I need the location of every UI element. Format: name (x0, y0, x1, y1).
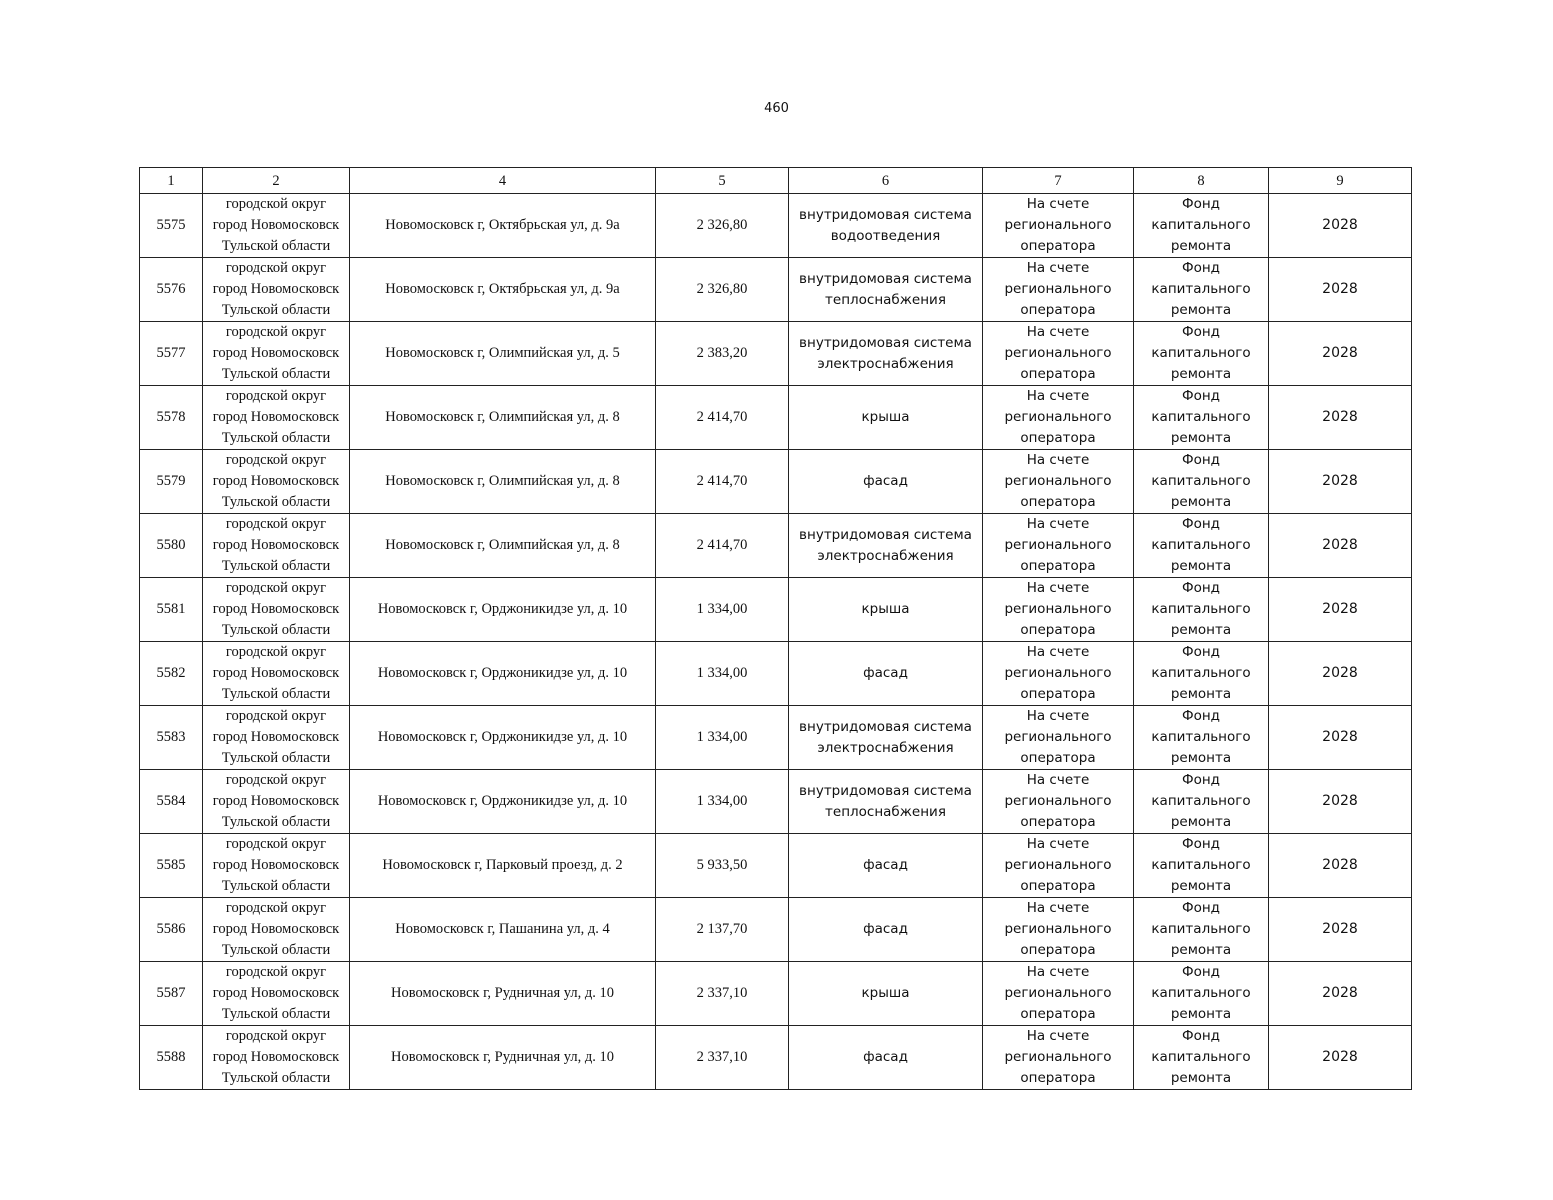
municipality-line: город Новомосковск (212, 729, 340, 745)
funding-source-line: капитального (1151, 665, 1251, 681)
funding-source-cell (1134, 706, 1269, 770)
funding-source-cell (1134, 642, 1269, 706)
account-type-line: оператора (1020, 1070, 1096, 1086)
row-number-cell: 5581 (140, 578, 203, 642)
row-number-cell: 5586 (140, 898, 203, 962)
funding-source-line: Фонд (1181, 324, 1221, 340)
account-type-line: На счете (1026, 452, 1090, 468)
row-number-cell: 5583 (140, 706, 203, 770)
year-cell: 2028 (1269, 450, 1412, 514)
account-type-line: На счете (1026, 1028, 1090, 1044)
funding-source-cell (1134, 1026, 1269, 1090)
account-type-cell (983, 1026, 1134, 1090)
funding-source-line: капитального (1151, 345, 1251, 361)
municipality-line: город Новомосковск (212, 985, 340, 1001)
municipality-line: городской округ (225, 260, 327, 276)
page-number: 460 (764, 101, 789, 116)
account-type-line: оператора (1020, 494, 1096, 510)
account-type-line: регионального (1004, 921, 1112, 937)
account-type-line: оператора (1020, 622, 1096, 638)
year-cell: 2028 (1269, 1026, 1412, 1090)
account-type-line: оператора (1020, 366, 1096, 382)
municipality-line: город Новомосковск (212, 281, 340, 297)
municipality-cell (203, 834, 350, 898)
area-cell: 1 334,00 (656, 770, 789, 834)
municipality-line: городской округ (225, 324, 327, 340)
work-type-cell (789, 962, 983, 1026)
address-cell: Новомосковск г, Рудничная ул, д. 10 (350, 962, 656, 1026)
funding-source-line: ремонта (1170, 622, 1232, 638)
address-cell: Новомосковск г, Октябрьская ул, д. 9а (350, 194, 656, 258)
funding-source-line: ремонта (1170, 558, 1232, 574)
work-type-cell (789, 642, 983, 706)
account-type-line: оператора (1020, 558, 1096, 574)
area-cell: 2 414,70 (656, 386, 789, 450)
municipality-cell (203, 450, 350, 514)
municipality-line: город Новомосковск (212, 857, 340, 873)
account-type-line: На счете (1026, 324, 1090, 340)
account-type-cell (983, 386, 1134, 450)
work-type-cell (789, 258, 983, 322)
account-type-cell (983, 194, 1134, 258)
work-type-line: фасад (863, 665, 908, 681)
work-type-cell (789, 450, 983, 514)
account-type-line: регионального (1004, 665, 1112, 681)
area-cell: 2 137,70 (656, 898, 789, 962)
funding-source-cell (1134, 258, 1269, 322)
row-number-cell: 5584 (140, 770, 203, 834)
account-type-line: На счете (1026, 900, 1090, 916)
funding-source-line: Фонд (1181, 1028, 1221, 1044)
year-cell: 2028 (1269, 578, 1412, 642)
work-type-line: электроснабжения (817, 547, 954, 564)
municipality-line: Тульской области (221, 942, 331, 958)
funding-source-line: капитального (1151, 1049, 1251, 1065)
account-type-cell (983, 962, 1134, 1026)
municipality-line: Тульской области (221, 494, 331, 510)
municipality-line: городской округ (225, 836, 327, 852)
table-row (140, 386, 1412, 450)
work-type-cell (789, 770, 983, 834)
funding-source-line: ремонта (1170, 750, 1232, 766)
municipality-line: Тульской области (221, 1006, 331, 1022)
table-row (140, 258, 1412, 322)
area-cell: 2 414,70 (656, 514, 789, 578)
account-type-line: регионального (1004, 601, 1112, 617)
table-row (140, 578, 1412, 642)
address-cell: Новомосковск г, Олимпийская ул, д. 8 (350, 386, 656, 450)
area-cell: 1 334,00 (656, 642, 789, 706)
table-row (140, 770, 1412, 834)
account-type-cell (983, 706, 1134, 770)
funding-source-line: капитального (1151, 281, 1251, 297)
work-type-line: водоотведения (830, 227, 941, 244)
funding-source-line: капитального (1151, 473, 1251, 489)
account-type-line: На счете (1026, 516, 1090, 532)
municipality-line: Тульской области (221, 622, 331, 638)
address-cell: Новомосковск г, Орджоникидзе ул, д. 10 (350, 642, 656, 706)
area-cell: 1 334,00 (656, 706, 789, 770)
funding-source-cell (1134, 514, 1269, 578)
work-type-line: электроснабжения (817, 355, 954, 372)
column-header: 4 (350, 168, 656, 194)
row-number-cell: 5587 (140, 962, 203, 1026)
table-row (140, 834, 1412, 898)
account-type-line: регионального (1004, 985, 1112, 1001)
funding-source-line: ремонта (1170, 1006, 1232, 1022)
funding-source-line: ремонта (1170, 878, 1232, 894)
work-type-cell (789, 834, 983, 898)
account-type-line: На счете (1026, 708, 1090, 724)
work-type-line: крыша (861, 409, 910, 425)
year-cell: 2028 (1269, 898, 1412, 962)
funding-source-cell (1134, 450, 1269, 514)
account-type-line: регионального (1004, 473, 1112, 489)
work-type-line: внутридомовая система (799, 718, 972, 735)
address-cell: Новомосковск г, Рудничная ул, д. 10 (350, 1026, 656, 1090)
work-type-line: внутридомовая система (799, 782, 972, 799)
municipality-line: городской округ (225, 196, 327, 212)
row-number-cell: 5576 (140, 258, 203, 322)
table-row (140, 322, 1412, 386)
account-type-line: оператора (1020, 942, 1096, 958)
funding-source-line: Фонд (1181, 196, 1221, 212)
work-type-line: фасад (863, 473, 908, 489)
funding-source-line: Фонд (1181, 452, 1221, 468)
work-type-cell (789, 1026, 983, 1090)
account-type-line: оператора (1020, 686, 1096, 702)
address-cell: Новомосковск г, Орджоникидзе ул, д. 10 (350, 578, 656, 642)
funding-source-cell (1134, 770, 1269, 834)
account-type-line: регионального (1004, 857, 1112, 873)
funding-source-line: ремонта (1170, 1070, 1232, 1086)
work-type-line: внутридомовая система (799, 206, 972, 223)
funding-source-line: капитального (1151, 985, 1251, 1001)
work-type-line: электроснабжения (817, 739, 954, 756)
municipality-line: город Новомосковск (212, 409, 340, 425)
funding-source-cell (1134, 386, 1269, 450)
municipality-cell (203, 258, 350, 322)
account-type-line: оператора (1020, 430, 1096, 446)
municipality-cell (203, 514, 350, 578)
funding-source-line: ремонта (1170, 366, 1232, 382)
funding-source-line: ремонта (1170, 942, 1232, 958)
account-type-line: оператора (1020, 302, 1096, 318)
municipality-line: городской округ (225, 580, 327, 596)
funding-source-line: Фонд (1181, 900, 1221, 916)
address-cell: Новомосковск г, Олимпийская ул, д. 5 (350, 322, 656, 386)
area-cell: 5 933,50 (656, 834, 789, 898)
row-number-cell: 5585 (140, 834, 203, 898)
funding-source-line: ремонта (1170, 686, 1232, 702)
account-type-line: оператора (1020, 238, 1096, 254)
work-type-line: крыша (861, 601, 910, 617)
area-cell: 2 337,10 (656, 1026, 789, 1090)
funding-source-line: капитального (1151, 729, 1251, 745)
address-cell: Новомосковск г, Октябрьская ул, д. 9а (350, 258, 656, 322)
account-type-line: регионального (1004, 217, 1112, 233)
account-type-line: На счете (1026, 580, 1090, 596)
work-type-line: фасад (863, 921, 908, 937)
account-type-line: оператора (1020, 878, 1096, 894)
municipality-cell (203, 962, 350, 1026)
account-type-line: регионального (1004, 345, 1112, 361)
municipality-line: город Новомосковск (212, 793, 340, 809)
municipality-cell (203, 770, 350, 834)
municipality-line: Тульской области (221, 686, 331, 702)
account-type-cell (983, 642, 1134, 706)
account-type-line: регионального (1004, 537, 1112, 553)
table-row (140, 1026, 1412, 1090)
work-type-line: внутридомовая система (799, 270, 972, 287)
funding-source-line: Фонд (1181, 836, 1221, 852)
account-type-line: На счете (1026, 644, 1090, 660)
funding-source-line: Фонд (1181, 708, 1221, 724)
work-type-line: теплоснабжения (825, 291, 946, 308)
work-type-line: теплоснабжения (825, 803, 946, 820)
account-type-line: регионального (1004, 1049, 1112, 1065)
area-cell: 2 326,80 (656, 194, 789, 258)
column-header: 2 (203, 168, 350, 194)
account-type-cell (983, 770, 1134, 834)
funding-source-line: Фонд (1181, 260, 1221, 276)
municipality-line: город Новомосковск (212, 345, 340, 361)
address-cell: Новомосковск г, Олимпийская ул, д. 8 (350, 514, 656, 578)
area-cell: 2 326,80 (656, 258, 789, 322)
municipality-line: Тульской области (221, 558, 331, 574)
municipality-line: город Новомосковск (212, 217, 340, 233)
funding-source-cell (1134, 834, 1269, 898)
area-cell: 2 414,70 (656, 450, 789, 514)
municipality-line: Тульской области (221, 430, 331, 446)
funding-source-line: капитального (1151, 793, 1251, 809)
funding-source-line: Фонд (1181, 644, 1221, 660)
table-row (140, 898, 1412, 962)
address-cell: Новомосковск г, Орджоникидзе ул, д. 10 (350, 706, 656, 770)
funding-source-line: капитального (1151, 537, 1251, 553)
account-type-line: На счете (1026, 260, 1090, 276)
account-type-cell (983, 578, 1134, 642)
municipality-line: Тульской области (221, 1070, 331, 1086)
account-type-line: оператора (1020, 1006, 1096, 1022)
area-cell: 2 337,10 (656, 962, 789, 1026)
row-number-cell: 5588 (140, 1026, 203, 1090)
year-cell: 2028 (1269, 706, 1412, 770)
funding-source-line: Фонд (1181, 772, 1221, 788)
municipality-line: городской округ (225, 900, 327, 916)
work-type-line: фасад (863, 857, 908, 873)
municipality-line: Тульской области (221, 366, 331, 382)
account-type-line: оператора (1020, 750, 1096, 766)
address-cell: Новомосковск г, Пашанина ул, д. 4 (350, 898, 656, 962)
account-type-cell (983, 258, 1134, 322)
funding-source-line: Фонд (1181, 964, 1221, 980)
municipality-line: Тульской области (221, 302, 331, 318)
funding-source-line: Фонд (1181, 580, 1221, 596)
work-type-line: внутридомовая система (799, 526, 972, 543)
municipality-line: город Новомосковск (212, 473, 340, 489)
table-row (140, 642, 1412, 706)
funding-source-line: капитального (1151, 409, 1251, 425)
funding-source-cell (1134, 322, 1269, 386)
row-number-cell: 5577 (140, 322, 203, 386)
municipality-cell (203, 386, 350, 450)
municipality-line: Тульской области (221, 750, 331, 766)
work-type-cell (789, 578, 983, 642)
work-type-line: внутридомовая система (799, 334, 972, 351)
municipality-line: Тульской области (221, 238, 331, 254)
year-cell: 2028 (1269, 322, 1412, 386)
funding-source-line: капитального (1151, 857, 1251, 873)
work-type-cell (789, 706, 983, 770)
funding-source-line: капитального (1151, 217, 1251, 233)
funding-source-line: Фонд (1181, 388, 1221, 404)
column-header: 1 (140, 168, 203, 194)
account-type-cell (983, 322, 1134, 386)
funding-source-cell (1134, 578, 1269, 642)
work-type-cell (789, 386, 983, 450)
area-cell: 2 383,20 (656, 322, 789, 386)
funding-source-line: ремонта (1170, 430, 1232, 446)
funding-source-line: ремонта (1170, 302, 1232, 318)
column-header: 6 (789, 168, 983, 194)
year-cell: 2028 (1269, 962, 1412, 1026)
funding-source-line: капитального (1151, 601, 1251, 617)
repair-register-table (139, 167, 1412, 1090)
municipality-line: городской округ (225, 964, 327, 980)
municipality-cell (203, 642, 350, 706)
header-row (140, 168, 1412, 194)
municipality-line: город Новомосковск (212, 537, 340, 553)
municipality-line: городской округ (225, 708, 327, 724)
work-type-cell (789, 898, 983, 962)
account-type-line: На счете (1026, 772, 1090, 788)
work-type-cell (789, 194, 983, 258)
municipality-line: Тульской области (221, 878, 331, 894)
municipality-line: город Новомосковск (212, 921, 340, 937)
funding-source-line: капитального (1151, 921, 1251, 937)
municipality-line: город Новомосковск (212, 1049, 340, 1065)
year-cell: 2028 (1269, 258, 1412, 322)
account-type-cell (983, 514, 1134, 578)
funding-source-line: ремонта (1170, 238, 1232, 254)
year-cell: 2028 (1269, 770, 1412, 834)
table-body (140, 194, 1412, 1090)
work-type-cell (789, 322, 983, 386)
column-header: 5 (656, 168, 789, 194)
municipality-line: городской округ (225, 452, 327, 468)
table-row (140, 962, 1412, 1026)
funding-source-line: ремонта (1170, 814, 1232, 830)
area-cell: 1 334,00 (656, 578, 789, 642)
year-cell: 2028 (1269, 642, 1412, 706)
funding-source-cell (1134, 194, 1269, 258)
account-type-line: На счете (1026, 196, 1090, 212)
municipality-cell (203, 578, 350, 642)
municipality-cell (203, 322, 350, 386)
municipality-cell (203, 706, 350, 770)
account-type-line: регионального (1004, 729, 1112, 745)
table-row (140, 450, 1412, 514)
account-type-line: На счете (1026, 964, 1090, 980)
row-number-cell: 5578 (140, 386, 203, 450)
account-type-line: регионального (1004, 409, 1112, 425)
municipality-cell (203, 194, 350, 258)
row-number-cell: 5582 (140, 642, 203, 706)
table-row (140, 706, 1412, 770)
account-type-line: На счете (1026, 836, 1090, 852)
column-header: 8 (1134, 168, 1269, 194)
funding-source-cell (1134, 962, 1269, 1026)
account-type-cell (983, 834, 1134, 898)
work-type-cell (789, 514, 983, 578)
year-cell: 2028 (1269, 194, 1412, 258)
year-cell: 2028 (1269, 514, 1412, 578)
municipality-line: городской округ (225, 1028, 327, 1044)
funding-source-line: Фонд (1181, 516, 1221, 532)
year-cell: 2028 (1269, 834, 1412, 898)
account-type-line: регионального (1004, 281, 1112, 297)
address-cell: Новомосковск г, Олимпийская ул, д. 8 (350, 450, 656, 514)
work-type-line: фасад (863, 1049, 908, 1065)
municipality-cell (203, 898, 350, 962)
column-header: 9 (1269, 168, 1412, 194)
row-number-cell: 5580 (140, 514, 203, 578)
funding-source-line: ремонта (1170, 494, 1232, 510)
year-cell: 2028 (1269, 386, 1412, 450)
work-type-line: крыша (861, 985, 910, 1001)
municipality-line: городской округ (225, 516, 327, 532)
row-number-cell: 5579 (140, 450, 203, 514)
municipality-line: городской округ (225, 772, 327, 788)
account-type-line: регионального (1004, 793, 1112, 809)
account-type-line: оператора (1020, 814, 1096, 830)
table-row (140, 194, 1412, 258)
column-header: 7 (983, 168, 1134, 194)
municipality-line: город Новомосковск (212, 601, 340, 617)
address-cell: Новомосковск г, Орджоникидзе ул, д. 10 (350, 770, 656, 834)
municipality-cell (203, 1026, 350, 1090)
municipality-line: город Новомосковск (212, 665, 340, 681)
row-number-cell: 5575 (140, 194, 203, 258)
account-type-cell (983, 898, 1134, 962)
municipality-line: городской округ (225, 388, 327, 404)
account-type-line: На счете (1026, 388, 1090, 404)
account-type-cell (983, 450, 1134, 514)
address-cell: Новомосковск г, Парковый проезд, д. 2 (350, 834, 656, 898)
funding-source-cell (1134, 898, 1269, 962)
table-row (140, 514, 1412, 578)
municipality-line: Тульской области (221, 814, 331, 830)
municipality-line: городской округ (225, 644, 327, 660)
